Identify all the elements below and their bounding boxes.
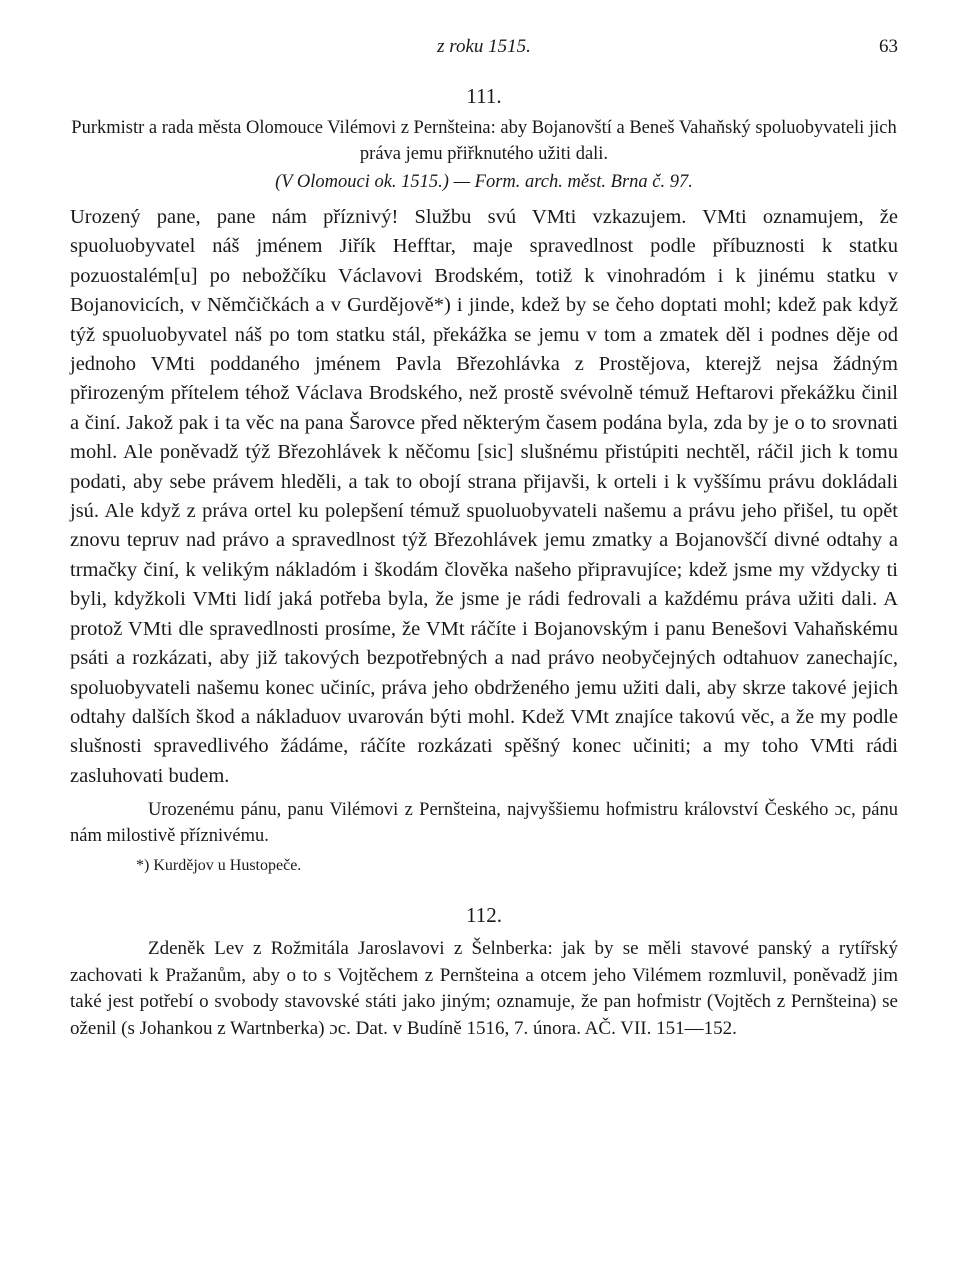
- document-111-address: Urozenému pánu, panu Vilémovi z Pernšteina, najvyššiemu hofmistru království Českého ɔc, pánu nám milostivě příznivému.: [70, 800, 898, 847]
- document-number-112: 112.: [466, 903, 502, 928]
- document-111-footnote: *) Kurdějov u Hustopeče.: [136, 857, 302, 875]
- page-number: 63: [879, 36, 898, 57]
- document-number-111: 111.: [466, 84, 502, 108]
- document-112-regest: Zdeněk Lev z Rožmitála Jaroslavovi z Šelnberka: jak by se měli stavové panský a rytířský zachovati k Pražanům, aby o to s Vojtěchem z Pernšteina a otcem jeho Vilémem rozmluvil, poněvadž jim také jest potřebí o svobody stavovské státi jako jiným; oznamuje, že pan hofmistr (Vojtěch z Pernšteina) se oženil (s Johankou z Wartnberka) ɔc. Dat. v Budíně 1516, 7. února. AČ. VII. 151—152.: [70, 938, 898, 1039]
- document-page: [70, 36, 898, 1042]
- document-111-regest: Purkmistr a rada města Olomouce Vilémovi z Pernšteina: aby Bojanovští a Beneš Vahaňský spoluobyvateli jich práva jemu přiřknutého užiti dali.: [71, 118, 897, 164]
- running-head: [70, 36, 898, 66]
- running-title: z roku 1515.: [437, 36, 531, 57]
- document-111-body: Urozený pane, pane nám příznivý! Službu svú VMti vzkazujem. VMti oznamujem, že spuoluobyvatel náš jménem Jiřík Hefftar, maje spravedlnost podle příbuznosti k statku pozuostalém[u] po nebožčíku Václavovi Brodském, totiž k vinohradóm i k jinému statku v Bojanovicích, v Němčičkách a v Gurdějově*) i jinde, kdež by se čeho doptati mohl; kdež pak když týž spuoluobyvatel náš po tom statku stál, překážka se jemu v tom a zmatek děl i podnes děje od jednoho VMti poddaného jménem Pavla Březohlávka z Prostějova, kterejž nejsa žádným přirozeným přítelem téhož Václava Brodského, než prostě svévolně témuž Heftarovi překážku činil a činí. Jakož pak i ta věc na pana Šarovce před některým časem podána byla, zda by je o to srovnati mohl. Ale poněvadž týž Březohlávek k něčomu [sic] slušnému přistúpiti nechtěl, ráčil jich k tomu podati, aby sebe právem hleděli, a tak to obojí strana přijavši, k orteli i k vyššímu právu dokládali jsú. Ale když z práva ortel ku polepšení témuž spuoluobyvateli našemu a právu jeho přišel, tu opět znovu tepruv nad právo a spravedlnost týž Březohlávek jemu zmatky a Bojanovščí divné odtahy a trmačky činí, k velikým nákladóm i škodám člověka našeho připravujíce; kdež jsme my vždycky ti byli, kdyžkoli VMti lidí jaká potřeba byla, že jsme je rádi fedrovali a každému práva užiti dali. A protož VMti dle spravedlnosti prosíme, že VMt ráčíte i Bojanovským i panu Benešovi Vahaňskému psáti a rozkázati, aby již takových bezpotřebných a nad právo neobyčejných odtahuov zanechajíc, spoluobyvateli našemu konec učiníc, práva jeho obdrženého jemu užiti dali, aby skrze takové jejich odtahy dalších škod a nákladuov uvarován býti mohl. Kdež VMt znajíce takovú věc, a že my podle slušnosti spravedlivého žádáme, ráčíte rozkázati spěšný konec učiniti; a my toho VMti rádi zasluhovati budem.: [70, 206, 898, 787]
- document-111-source: (V Olomouci ok. 1515.) — Form. arch. měst. Brna č. 97.: [275, 172, 693, 192]
